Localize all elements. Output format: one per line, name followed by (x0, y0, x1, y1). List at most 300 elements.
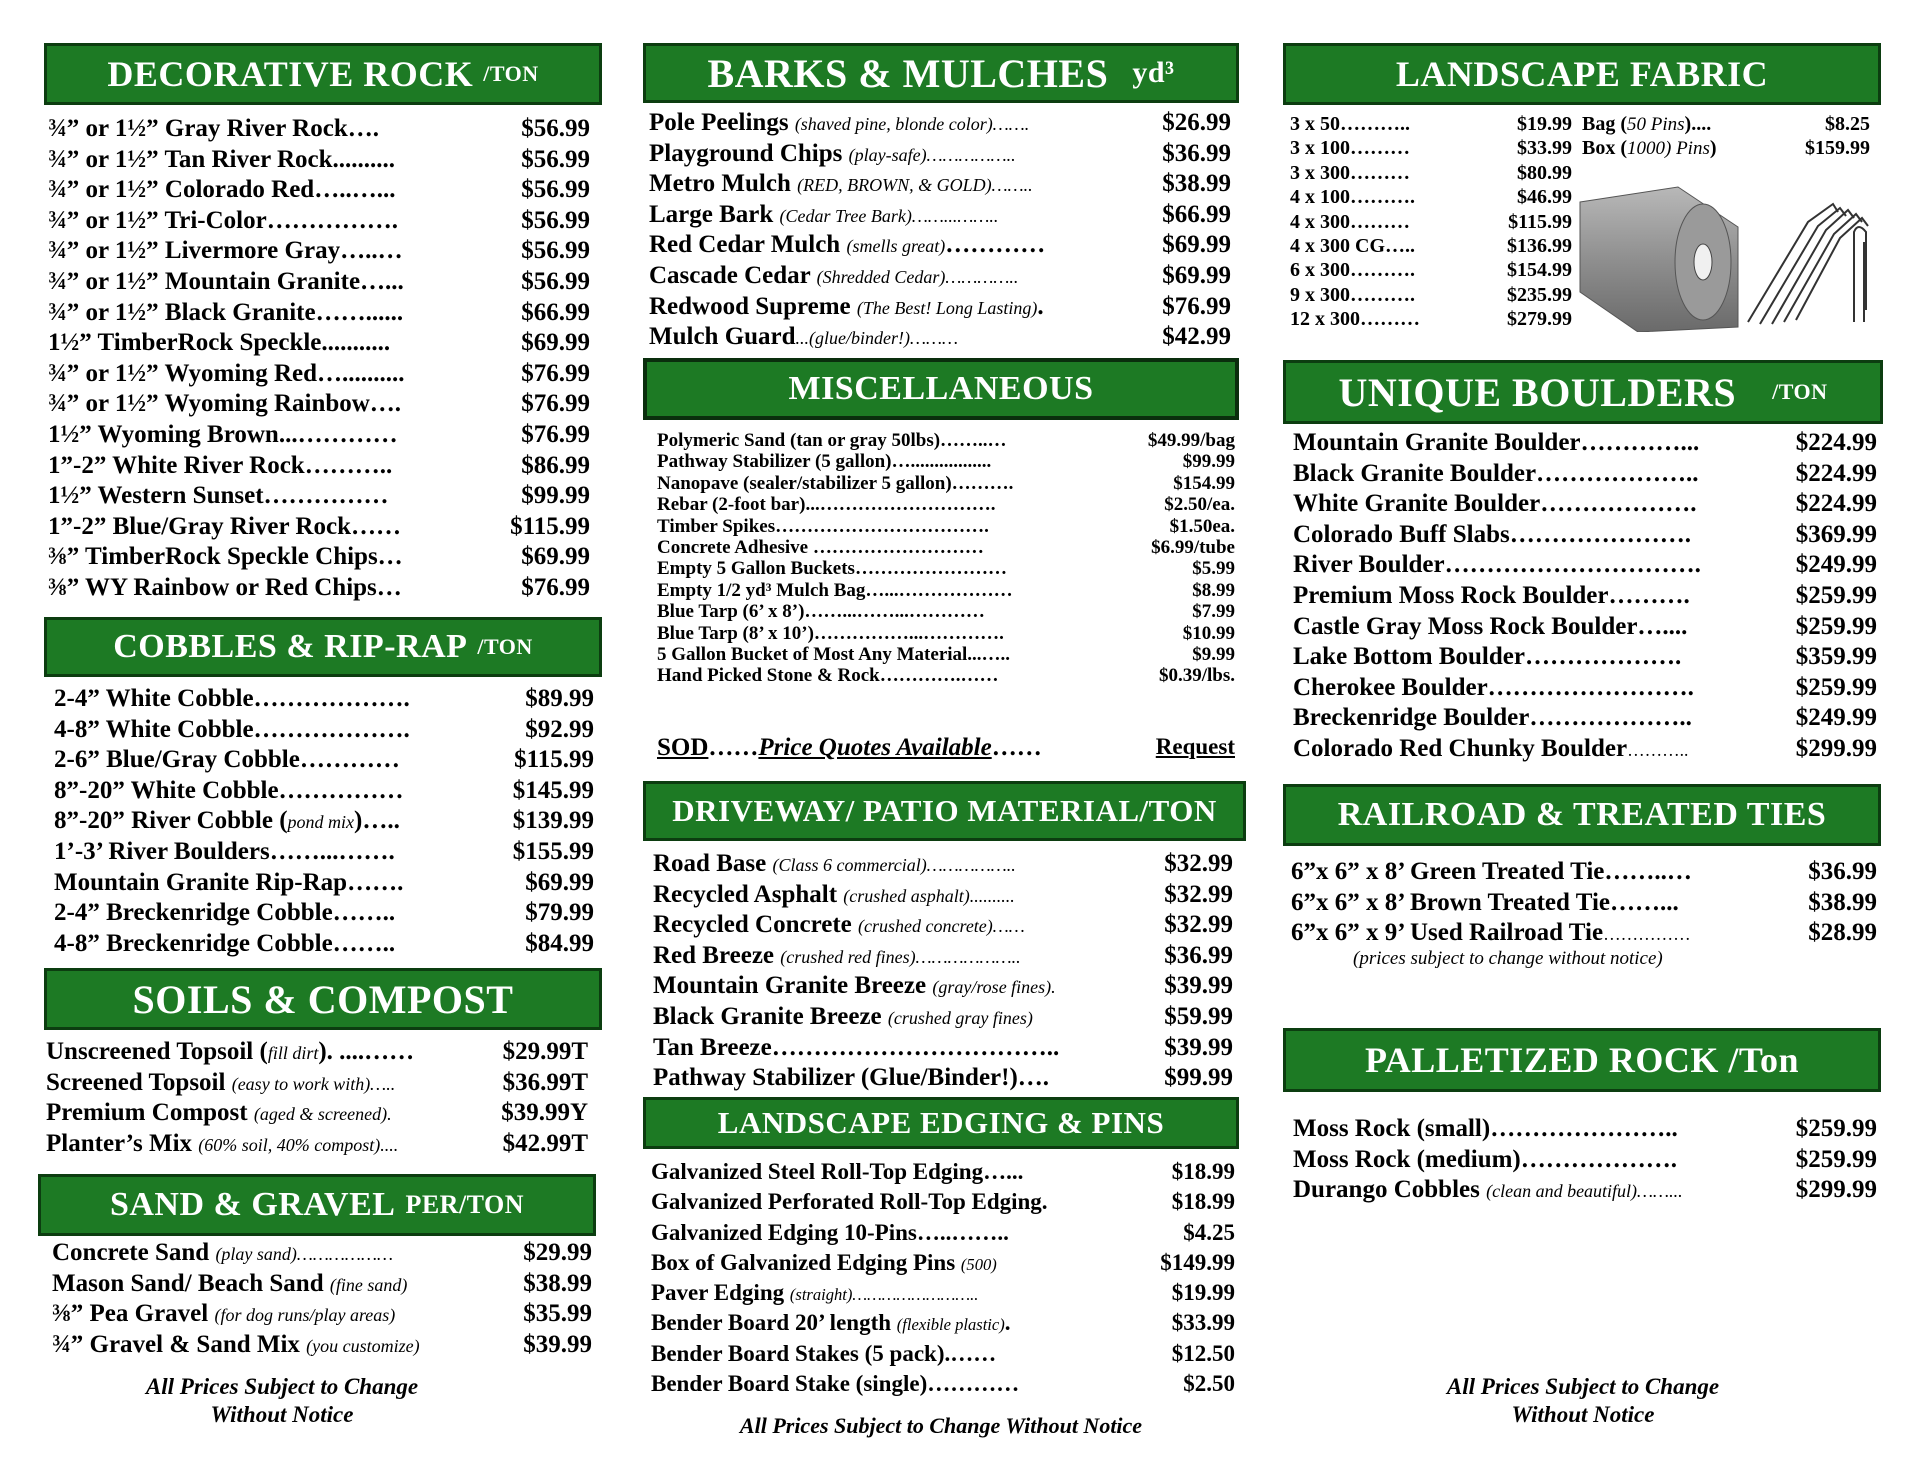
edging-notice (643, 1412, 1239, 1440)
boulder-row (1293, 581, 1877, 612)
item-price: $259.99 (1795, 1145, 1877, 1173)
edging-row (651, 1308, 1235, 1338)
fabric-pins-list (1582, 112, 1870, 161)
decorative-rock-row (48, 145, 590, 176)
cobbles-unit: /TON (477, 634, 533, 659)
item-name: Black Granite Boulder……………….. (1293, 459, 1699, 487)
driveway-row (653, 971, 1233, 1002)
cobbles-title: COBBLES & RIP-RAP (113, 628, 468, 665)
item-price: $5.99 (1192, 558, 1235, 580)
misc-row (657, 601, 1235, 622)
notice-line-1: All Prices Subject to Change (145, 1374, 419, 1399)
soil-row (46, 1098, 588, 1129)
item-price: $32.99 (1164, 911, 1233, 939)
item-price: $259.99 (1795, 581, 1877, 609)
item-price: $49.99/bag (1147, 430, 1235, 451)
fabric-title: LANDSCAPE FABRIC (1395, 54, 1769, 94)
item-name: 6”x 6” x 8’ Brown Treated Tie……... (1291, 888, 1679, 916)
item-name: Premium Moss Rock Boulder………. (1293, 581, 1690, 609)
misc-row (657, 473, 1235, 494)
misc-row (657, 516, 1235, 537)
item-price: $36.99 (1164, 941, 1233, 969)
sand-row (52, 1238, 592, 1269)
item-note: (for dog runs/play areas) (214, 1305, 396, 1326)
item-price: $42.99 (1162, 323, 1231, 351)
item-note: (easy to work with)….. (231, 1073, 396, 1094)
decorative-rock-unit: /TON (483, 61, 539, 86)
item-price: $115.99 (514, 746, 594, 774)
decorative-rock-row (48, 236, 590, 267)
item-price: $56.99 (521, 267, 590, 295)
cobble-row (54, 776, 594, 807)
sod-text: Price Quotes Available (758, 734, 992, 761)
edging-row (651, 1187, 1235, 1217)
item-price: $7.99 (1192, 601, 1235, 623)
item-price: $9.99 (1192, 643, 1235, 665)
fabric-sizes-list (1290, 112, 1572, 332)
fabric-size-row (1290, 210, 1572, 234)
misc-row (657, 665, 1235, 686)
item-name: Timber Spikes……………………………. (657, 515, 989, 537)
item-note: (Class 6 commercial)…………….. (772, 855, 1016, 875)
item-price: $35.99 (523, 1300, 592, 1328)
sod-row (657, 734, 1235, 766)
item-name: 8”-20” White Cobble…………… (54, 776, 404, 804)
driveway-row (653, 910, 1233, 941)
edging-row (651, 1248, 1235, 1278)
misc-row (657, 580, 1235, 601)
item-note: 1000) Pins (1627, 138, 1710, 160)
item-price: $99.99 (1164, 1064, 1233, 1092)
item-price: $224.99 (1795, 490, 1877, 518)
item-name: Mason Sand/ Beach Sand (fine sand) (52, 1269, 408, 1297)
item-name: 1”-2” Blue/Gray River Rock…… (48, 512, 401, 540)
fabric-size-row (1290, 136, 1572, 160)
item-name: Colorado Red Chunky Boulder……….. (1293, 734, 1689, 762)
item-note: (aged & screened). (253, 1104, 392, 1125)
item-note: (clean and beautiful)……... (1486, 1181, 1683, 1202)
boulder-row (1293, 642, 1877, 673)
item-note: (shaved pine, blonde color)……. (794, 114, 1030, 134)
sand-notice (82, 1373, 482, 1429)
item-note: ...(glue/binder!)……… (795, 328, 959, 349)
soil-row (46, 1068, 588, 1099)
driveway-header (643, 781, 1246, 841)
item-name: Premium Compost (aged & screened). (46, 1099, 392, 1127)
item-price: $8.99 (1192, 579, 1235, 601)
item-name: Road Base (Class 6 commercial)…………….. (653, 850, 1016, 877)
fabric-size-row (1290, 307, 1572, 331)
item-name: Recycled Asphalt (crushed asphalt).......... (653, 880, 1015, 908)
item-price: $79.99 (525, 899, 594, 927)
item-price: $36.99T (502, 1068, 588, 1096)
item-price: $10.99 (1182, 622, 1235, 644)
item-note: (you customize) (306, 1335, 420, 1356)
driveway-title: DRIVEWAY/ PATIO MATERIAL/TON (672, 793, 1217, 828)
fabric-header (1283, 43, 1881, 105)
item-note: (RED, BROWN, & GOLD)…….. (797, 175, 1033, 196)
item-name: Red Breeze (crushed red fines)……………….. (653, 941, 1021, 969)
misc-row (657, 494, 1235, 515)
fabric-roll-icon (1578, 182, 1880, 332)
item-price: $99.99 (1182, 451, 1235, 473)
item-name: ¾” or 1½” Mountain Granite…... (48, 267, 404, 295)
driveway-row (653, 1002, 1233, 1033)
sod-price: Request (1155, 734, 1235, 759)
driveway-list (653, 849, 1233, 1094)
decorative-rock-row (48, 389, 590, 420)
item-price: $38.99 (1162, 170, 1231, 198)
decorative-rock-row (48, 542, 590, 573)
item-price: $36.99 (1162, 139, 1231, 167)
item-price: $86.99 (521, 451, 590, 479)
misc-row (657, 537, 1235, 558)
item-name: Lake Bottom Boulder………………. (1293, 643, 1682, 671)
cobble-row (54, 715, 594, 746)
item-name: Pole Peelings (shaved pine, blonde color)……. (649, 109, 1030, 136)
item-name: 9 x 300………. (1290, 283, 1415, 306)
item-price: $92.99 (525, 715, 594, 743)
item-name: 1½” TimberRock Speckle........... (48, 329, 391, 357)
soils-list (46, 1037, 588, 1159)
item-name: Box of Galvanized Edging Pins (500) (651, 1249, 997, 1275)
boulders-list (1293, 428, 1877, 765)
bark-row (649, 230, 1231, 261)
item-name: Mulch Guard...(glue/binder!)……… (649, 323, 959, 351)
item-price: $115.99 (1508, 210, 1572, 233)
bark-row (649, 108, 1231, 139)
item-name: Bender Board Stakes (5 pack).…… (651, 1340, 997, 1366)
cobbles-list (54, 684, 594, 959)
boulders-unit: /TON (1772, 379, 1828, 404)
palletized-list (1293, 1114, 1877, 1206)
palletized-title: PALLETIZED ROCK /Ton (1364, 1040, 1800, 1080)
item-name: Large Bark (Cedar Tree Bark)……...…….. (649, 200, 999, 228)
item-note: pond mix (287, 812, 355, 833)
decorative-rock-row (48, 206, 590, 237)
item-name: Recycled Concrete (crushed concrete)…… (653, 911, 1025, 939)
item-name: Galvanized Edging 10-Pins…..…….. (651, 1219, 1009, 1245)
item-price: $155.99 (512, 837, 594, 865)
item-note: (flexible plastic) (896, 1315, 1005, 1335)
bark-row (649, 261, 1231, 292)
soil-row (46, 1037, 588, 1068)
item-name: Durango Cobbles (clean and beautiful)……... (1293, 1176, 1683, 1204)
fabric-size-row (1290, 161, 1572, 185)
item-name: 2-4” Breckenridge Cobble…….. (54, 899, 396, 927)
item-name: Bender Board Stake (single)………… (651, 1371, 1020, 1397)
item-price: $359.99 (1795, 643, 1877, 671)
item-note: (crushed red fines)……………….. (780, 946, 1021, 967)
item-name: Tan Breeze…………………………….. (653, 1033, 1060, 1061)
item-name: ¾” Gravel & Sand Mix (you customize) (52, 1330, 420, 1358)
sand-header (38, 1174, 596, 1236)
item-name: ¾” or 1½” Gray River Rock…. (48, 115, 379, 142)
item-price: $29.99 (523, 1239, 592, 1266)
item-note: fill dirt (267, 1043, 319, 1063)
item-name: Concrete Sand (play sand)……………… (52, 1239, 393, 1266)
item-price: $99.99 (521, 482, 590, 510)
item-price: $18.99 (1171, 1159, 1235, 1184)
item-name: ¾” or 1½” Wyoming Rainbow…. (48, 390, 402, 418)
item-name: ¾” or 1½” Tri-Color……………. (48, 206, 398, 234)
palletized-notice (1383, 1373, 1783, 1429)
barks-title: BARKS & MULCHES (707, 50, 1109, 96)
boulder-row (1293, 428, 1877, 459)
item-name: 6”x 6” x 8’ Green Treated Tie……..… (1291, 858, 1692, 885)
item-name: Blue Tarp (8’ x 10’)……………...…………. (657, 622, 1004, 644)
item-note: (500) (960, 1254, 997, 1274)
item-price: $2.50/ea. (1164, 494, 1235, 516)
item-price: $19.99 (1517, 113, 1572, 135)
cobble-row (54, 806, 594, 837)
soils-title: SOILS & COMPOST (132, 976, 514, 1022)
item-price: $249.99 (1795, 704, 1877, 732)
item-price: $259.99 (1795, 673, 1877, 701)
item-price: $42.99T (502, 1129, 588, 1157)
tie-row (1291, 888, 1877, 919)
item-name: Breckenridge Boulder……………….. (1293, 704, 1692, 732)
item-price: $235.99 (1507, 283, 1572, 306)
item-price: $159.99 (1805, 137, 1870, 160)
item-note: …………… (1603, 924, 1691, 945)
item-name: Concrete Adhesive ……………………… (657, 536, 984, 558)
fabric-size-row (1290, 112, 1572, 136)
item-name: Empty 1/2 yd³ Mulch Bag…...……………… (657, 579, 1013, 601)
item-price: $136.99 (1507, 234, 1572, 257)
sand-title: SAND & GRAVEL (109, 1186, 396, 1223)
decorative-rock-row (48, 328, 590, 359)
item-price: $76.99 (521, 359, 590, 387)
item-price: $39.99 (1164, 972, 1233, 1000)
edging-row (651, 1218, 1235, 1248)
item-price: $4.25 (1183, 1219, 1235, 1245)
tie-row (1291, 857, 1877, 888)
edging-row (651, 1157, 1235, 1187)
item-name: Mountain Granite Breeze (gray/rose fines). (653, 972, 1056, 1000)
item-name: Cascade Cedar (Shredded Cedar)………….. (649, 261, 1019, 289)
item-note: (60% soil, 40% compost).... (198, 1134, 399, 1155)
item-note: (crushed gray fines) (887, 1007, 1033, 1028)
item-price: $69.99 (521, 329, 590, 357)
item-note: (straight)…………………….. (789, 1285, 979, 1305)
item-name: ⅜” TimberRock Speckle Chips… (48, 543, 403, 571)
barks-list (649, 108, 1231, 353)
sand-row (52, 1269, 592, 1300)
item-price: $149.99 (1160, 1249, 1235, 1275)
misc-row (657, 558, 1235, 579)
boulder-row (1293, 550, 1877, 581)
item-name: White Granite Boulder………………. (1293, 490, 1697, 518)
sand-row (52, 1330, 592, 1361)
item-note: (The Best! Long Lasting) (856, 297, 1038, 318)
item-name: Bag (50 Pins).... (1582, 113, 1712, 135)
item-price: $76.99 (521, 390, 590, 418)
item-price: $115.99 (510, 512, 590, 540)
misc-list (657, 430, 1235, 687)
item-price: $84.99 (525, 929, 594, 957)
item-price: $66.99 (521, 298, 590, 326)
item-note: (fine sand) (329, 1274, 408, 1295)
item-price: $18.99 (1171, 1189, 1235, 1215)
item-price: $224.99 (1795, 429, 1877, 456)
palletized-row (1293, 1114, 1877, 1145)
item-price: $36.99 (1808, 858, 1877, 885)
item-name: 2-4” White Cobble………………. (54, 685, 410, 712)
palletized-notice-line-2: Without Notice (1511, 1402, 1655, 1427)
cobble-row (54, 929, 594, 960)
boulder-row (1293, 673, 1877, 704)
boulder-row (1293, 489, 1877, 520)
item-price: $1.50ea. (1169, 515, 1235, 537)
item-note: (smells great) (846, 236, 946, 257)
fabric-size-row (1290, 258, 1572, 282)
decorative-rock-row (48, 359, 590, 390)
item-name: Cherokee Boulder……………………. (1293, 673, 1694, 701)
boulder-row (1293, 734, 1877, 765)
edging-notice-text: All Prices Subject to Change Without Notice (739, 1413, 1143, 1438)
item-name: ⅜” Pea Gravel (for dog runs/play areas) (52, 1300, 396, 1328)
item-name: Paver Edging (straight)…………………….. (651, 1280, 979, 1306)
cobble-row (54, 898, 594, 929)
item-price: $38.99 (1808, 888, 1877, 916)
item-name: 4-8” White Cobble………………. (54, 715, 410, 743)
item-price: $154.99 (1173, 472, 1235, 494)
boulder-row (1293, 703, 1877, 734)
item-price: $66.99 (1162, 200, 1231, 228)
item-price: $26.99 (1162, 109, 1231, 136)
fabric-size-row (1290, 185, 1572, 209)
item-name: Mountain Granite Boulder…………... (1293, 429, 1700, 456)
item-name: Galvanized Steel Roll-Top Edging…... (651, 1159, 1024, 1184)
driveway-row (653, 941, 1233, 972)
item-name: ⅜” WY Rainbow or Red Chips… (48, 573, 402, 601)
misc-row (657, 644, 1235, 665)
driveway-row (653, 880, 1233, 911)
decorative-rock-row (48, 420, 590, 451)
item-price: $80.99 (1517, 161, 1572, 184)
notice-line-2: Without Notice (210, 1402, 354, 1427)
item-name: ¾” or 1½” Black Granite……...... (48, 298, 404, 326)
item-name: 3 x 100……… (1290, 137, 1410, 160)
item-price: $38.99 (523, 1269, 592, 1297)
bark-row (649, 322, 1231, 353)
item-name: Empty 5 Gallon Buckets…………………… (657, 558, 1007, 580)
item-price: $69.99 (1162, 261, 1231, 289)
bark-row (649, 292, 1231, 323)
item-price: $154.99 (1507, 259, 1572, 282)
item-name: Rebar (2-foot bar)...………………………. (657, 494, 996, 516)
item-name: 6”x 6” x 9’ Used Railroad Tie…………… (1291, 919, 1691, 947)
palletized-row (1293, 1175, 1877, 1206)
driveway-row (653, 849, 1233, 880)
item-price: $145.99 (512, 776, 594, 804)
item-name: 12 x 300……… (1290, 308, 1420, 331)
boulder-row (1293, 612, 1877, 643)
item-name: 1½” Wyoming Brown...………… (48, 420, 398, 448)
item-price: $69.99 (1162, 231, 1231, 259)
item-name: Bender Board 20’ length (flexible plastic). (651, 1310, 1011, 1336)
tie-row (1291, 918, 1877, 949)
item-price: $32.99 (1164, 850, 1233, 877)
item-name: 4 x 300 CG….. (1290, 234, 1415, 257)
item-price: $369.99 (1795, 520, 1877, 548)
boulder-row (1293, 520, 1877, 551)
boulder-row (1293, 459, 1877, 490)
misc-row (657, 451, 1235, 472)
item-name: 6 x 300………. (1290, 259, 1415, 282)
item-note: (Cedar Tree Bark)……...…….. (779, 205, 999, 226)
cobbles-header (44, 617, 602, 677)
decorative-rock-row (48, 573, 590, 604)
item-note: (play-safe)…………….. (848, 144, 1016, 165)
item-name: Colorado Buff Slabs…………………. (1293, 520, 1691, 548)
fabric-pin-row (1582, 112, 1870, 136)
item-price: $28.99 (1808, 919, 1877, 947)
item-name: 2-6” Blue/Gray Cobble………… (54, 746, 400, 774)
decorative-rock-row (48, 451, 590, 482)
item-name: Polymeric Sand (tan or gray 50lbs)……..… (657, 430, 1007, 451)
bark-row (649, 169, 1231, 200)
ties-title: RAILROAD & TREATED TIES (1337, 796, 1827, 833)
fabric-size-row (1290, 234, 1572, 258)
decorative-rock-title: DECORATIVE ROCK (107, 54, 474, 94)
boulders-header (1283, 360, 1883, 424)
item-price: $59.99 (1164, 1002, 1233, 1030)
cobble-row (54, 868, 594, 899)
ties-header (1283, 784, 1881, 846)
item-note: (gray/rose fines). (932, 977, 1056, 998)
item-price: $299.99 (1795, 734, 1877, 762)
item-name: 3 x 300……… (1290, 161, 1410, 184)
misc-title: MISCELLANEOUS (788, 370, 1094, 407)
item-price: $139.99 (512, 807, 594, 835)
sand-list (52, 1238, 592, 1360)
fabric-size-row (1290, 283, 1572, 307)
item-name: Planter’s Mix (60% soil, 40% compost).... (46, 1129, 399, 1157)
item-price: $259.99 (1795, 1115, 1877, 1142)
driveway-row (653, 1033, 1233, 1064)
item-price: $46.99 (1517, 186, 1572, 209)
item-name: ¾” or 1½” Wyoming Red….......... (48, 359, 405, 387)
item-price: $89.99 (525, 685, 594, 712)
item-price: $56.99 (521, 176, 590, 204)
sand-row (52, 1299, 592, 1330)
item-name: 4 x 100………. (1290, 186, 1415, 209)
item-price: $39.99Y (501, 1099, 588, 1127)
item-note: (crushed asphalt).......... (843, 885, 1015, 906)
item-name: Screened Topsoil (easy to work with)….. (46, 1068, 396, 1096)
item-name: Redwood Supreme (The Best! Long Lasting). (649, 292, 1044, 320)
item-name: 8”-20” River Cobble (pond mix)….. (54, 807, 400, 835)
item-price: $39.99 (523, 1330, 592, 1358)
item-price: $56.99 (521, 237, 590, 265)
palletized-row (1293, 1145, 1877, 1176)
ties-list (1291, 857, 1877, 949)
bark-row (649, 139, 1231, 170)
item-price: $19.99 (1171, 1280, 1235, 1306)
decorative-rock-row (48, 114, 590, 145)
boulders-title: UNIQUE BOULDERS (1338, 369, 1737, 415)
item-price: $69.99 (521, 543, 590, 571)
item-price: $29.99T (502, 1038, 588, 1065)
item-price: $69.99 (525, 868, 594, 896)
soil-row (46, 1129, 588, 1160)
item-name: Mountain Granite Rip-Rap……. (54, 868, 404, 896)
cobble-row (54, 684, 594, 715)
item-note: (Shredded Cedar)………….. (816, 266, 1019, 287)
item-price: $56.99 (521, 145, 590, 173)
